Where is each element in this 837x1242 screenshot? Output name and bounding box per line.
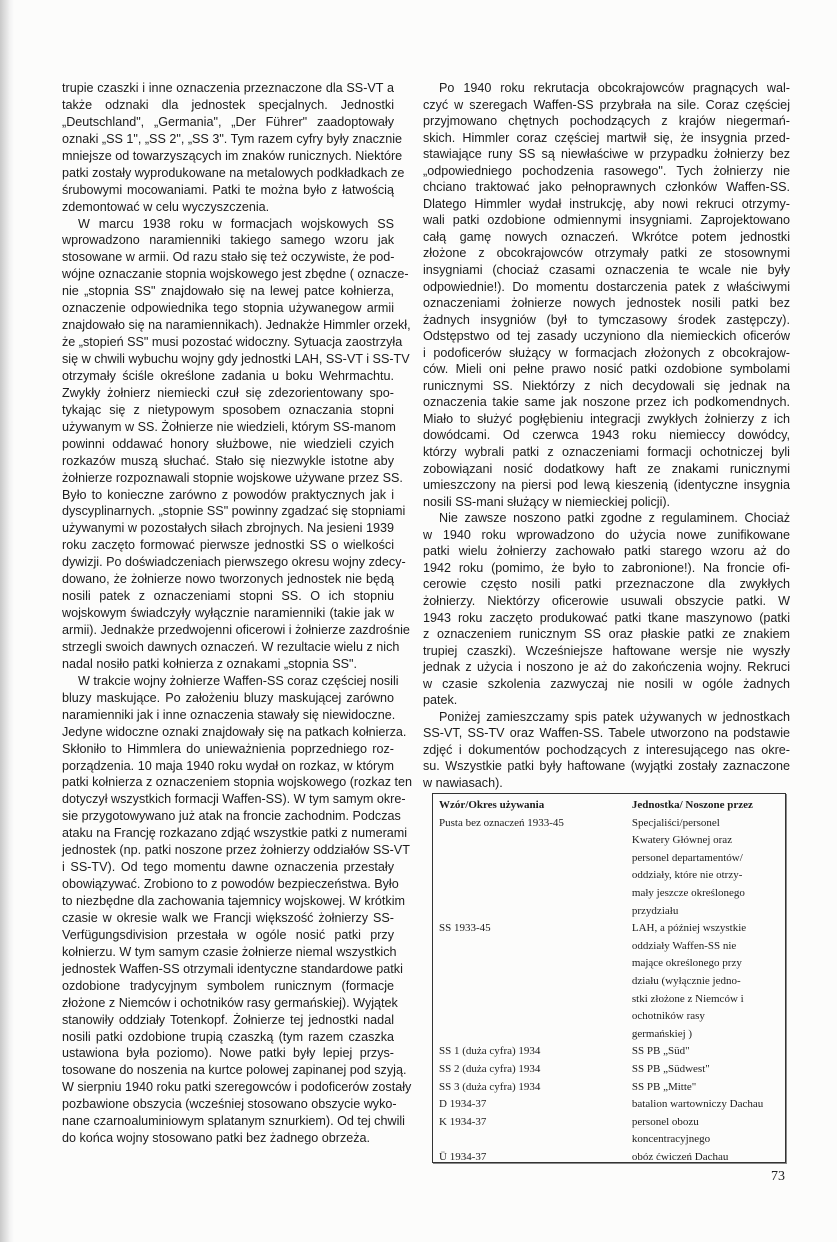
unit-cell: personel obozu — [631, 1115, 699, 1128]
text-line: tosowane do noszenia na kurtce polowej zapinanej pod szyją. — [62, 1063, 407, 1078]
text-line: używanymi w pozostałych siłach zbrojnych. Na jesieni 1939 — [62, 521, 394, 536]
table-row — [439, 973, 785, 991]
text-line: roku zaczęto formować pierwsze jednostki SS o wielkości — [62, 538, 394, 553]
unit-cell: koncentracyjnego — [631, 1133, 711, 1146]
right-text-column — [423, 80, 790, 792]
table-row — [439, 903, 785, 921]
text-line: 1942 roku (pomimo, że było to zabronione!). Na froncie ofi- — [423, 560, 790, 575]
text-line: w nawiasach). — [423, 775, 503, 790]
text-line: strzegli swoich dawnych oznaczeń. W rezultacie wielu z nich — [62, 639, 400, 654]
pattern-cell — [439, 1026, 632, 1044]
text-line: trupiej czaszki). Wcześniejsze haftowane wersje nie wyszły — [423, 643, 790, 658]
pattern-cell — [439, 1131, 632, 1149]
unit-cell: oddziały, które nie otrzy- — [631, 869, 743, 882]
text-line: znajdowało się na naramiennikach). Jednakże Himmler orzekł, — [62, 318, 411, 333]
text-line: armii). Jednakże przedwojenni oficerowi i żołnierze zazdrośnie — [62, 623, 410, 637]
table-row — [439, 1061, 785, 1079]
table-row — [439, 1026, 785, 1044]
text-line: stanowiły oddziały Totenkopf. Żołnierze tej jednostki nadal — [62, 1012, 394, 1027]
text-line: oznaczenie odpowiednika tego stopnia używanegow armii — [62, 301, 394, 316]
text-line: „odpowiedniego pochodzenia rasowego". Tych żołnierzy nie — [423, 163, 790, 178]
pattern-cell — [439, 832, 632, 850]
text-line: wprowadzono naramienniki takiego samego wzoru jak — [62, 233, 394, 248]
text-line: czasie w okresie walk we Francji większość żołnierzy SS- — [62, 910, 394, 925]
text-line: W trakcie wojny żołnierze Waffen-SS coraz częściej nosili — [78, 673, 399, 688]
text-line: patki kołnierza z oznaczeniem stopnia wojskowego (rozkaz ten — [62, 775, 412, 790]
paragraph — [62, 673, 412, 1147]
text-line: Jedyne widoczne oznaki znajdowały się na patkach kołnierza. — [62, 724, 407, 739]
text-line: su. Wszystkie patki były haftowane (wyjątki zostały zaznaczone — [423, 759, 790, 774]
table-row — [439, 1043, 785, 1061]
text-line: chciano traktować jako pełnoprawnych członków Waffen-SS. — [423, 180, 790, 195]
pattern-cell — [439, 973, 632, 991]
text-line: powinni oddawać honory służbowe, nie wiedzieli czyich — [62, 436, 394, 451]
text-line: którzy wybrali patki z oznaczeniami formacji ochotniczej byli — [423, 445, 790, 460]
text-line: śrubowymi mocowaniami. Patki te można było z łatwością — [62, 182, 394, 197]
table-row — [439, 832, 785, 850]
paragraph — [62, 80, 405, 216]
page-number: 73 — [771, 1169, 785, 1184]
text-line: nane czarnoaluminiowym splatanym sznurkiem). Od tej chwili — [62, 1114, 405, 1129]
pattern-cell: SS 1933-45 — [439, 922, 491, 935]
unit-cell: SS PB „Süd" — [631, 1045, 690, 1058]
table-row — [439, 955, 785, 973]
text-line: umieszczony na piersi pod lewą kieszenią (identyczne insygnia — [423, 478, 790, 493]
pattern-cell — [439, 903, 632, 921]
text-line: Zwykły żołnierz niemiecki czuł się zdezorientowany spo- — [62, 385, 394, 400]
text-line: odpowiednie!). Do momentu dostarczenia patek z właściwymi — [423, 279, 790, 294]
unit-cell: personel departamentów/ — [631, 851, 743, 864]
text-line: cerowie często nosili patki przeznaczone dla zwykłych — [423, 577, 790, 592]
header-pattern: Wzór/Okres używania — [439, 799, 545, 811]
text-line: sie przygotowywano już atak na froncie zachodnim. Podczas — [62, 809, 401, 824]
text-line: w 1940 roku wprowadzono do użycia nowe zunifikowane — [423, 527, 790, 542]
unit-cell: mające określonego przy — [631, 957, 742, 970]
paragraph — [423, 80, 790, 510]
unit-cell: mały jeszcze określonego — [631, 886, 745, 899]
table-header-row — [439, 797, 785, 815]
text-line: otrzymały ściśle określone zadania u boku Wehrmachtu. — [62, 368, 394, 383]
unit-cell: Kwatery Głównej oraz — [631, 834, 733, 847]
text-line: obowiązywać. Zrobiono to z powodów bezpieczeństwa. Było — [62, 877, 399, 892]
text-line: żadnych insygniów (był to tymczasowy środek zastępczy). — [423, 312, 790, 327]
pattern-cell: SS 3 (duża cyfra) 1934 — [439, 1080, 541, 1093]
text-line: Miało to służyć pogłębieniu integracji zwykłych żołnierzy z ich — [423, 411, 790, 426]
text-line: że „stopień SS" musi pozostać widoczny. Sytuacja zaostrzyła — [62, 335, 403, 350]
text-line: trupie czaszki i inne oznaczenia przeznaczone dla SS-VT a — [62, 81, 394, 95]
text-line: i SS-TV). Od tego momentu dawne oznaczenia przestały — [62, 860, 394, 875]
pattern-cell — [439, 885, 632, 903]
text-line: jednak z użycia i noszono je aż do zakończenia wojny. Rekruci — [423, 660, 790, 675]
unit-cell: obóz ćwiczeń Dachau — [631, 1150, 729, 1163]
text-line: nosili patki ozdobione trupią czaszką (tym razem czaszka — [62, 1029, 394, 1044]
pattern-cell: Ü 1934-37 — [439, 1150, 487, 1163]
text-line: rozkazów muszą słuchać. Stało się niezwykle istotne aby — [62, 453, 394, 468]
text-line: także odznaki dla jednostek specjalnych. Jednostki — [62, 97, 394, 112]
text-line: wali patki ozdobione odmiennymi insygniami. Zaprojektowano — [423, 213, 790, 228]
table-row — [439, 885, 785, 903]
text-line: to niezbędne dla zachowania tajemnicy wojskowej. W krótkim — [62, 894, 405, 908]
text-line: oznaczeniami żołnierze nowych jednostek nosili patki bez — [423, 296, 790, 311]
text-line: wojskowym świadczyły wyłącznie naramienniki (takie jak w — [62, 606, 394, 621]
text-line: z oznaczeniem runicznym SS oraz płaskie patki ze znakiem — [423, 627, 790, 642]
table-row — [439, 1114, 785, 1132]
text-line: ataku na Francję rozkazano zdjąć wszystkie patki z numerami — [62, 826, 408, 841]
table-row — [439, 1008, 785, 1026]
text-line: runicznymi SS. Niektórzy z nich decydowali się jednak na — [423, 378, 790, 393]
text-line: nosili SS-mani służący w niemieckiej policji). — [423, 494, 671, 509]
text-line: stawiające runy SS są niewłaściwe w przypadku żołnierzy bez — [423, 147, 790, 162]
table-row — [439, 1149, 785, 1167]
text-line: dowódcami. Od czerwca 1943 roku niemieccy dowódcy, — [423, 428, 790, 443]
text-line: nadal nosiło patki kołnierza z oznakami „stopnia SS". — [62, 656, 357, 671]
text-line: zdjęć i dokumentów pochodzących z interesującego nas okre- — [423, 742, 790, 757]
text-line: W marcu 1938 roku w formacjach wojskowych SS — [78, 216, 394, 231]
text-line: kołnierzu. W tym samym czasie żołnierze niemal wszystkich — [62, 944, 397, 959]
table-row — [439, 938, 785, 956]
text-line: wójne oznaczanie stopnia wojskowego jest zbędne ( oznacze- — [62, 267, 409, 282]
unit-cell: ochotników rasy — [631, 1010, 705, 1023]
text-line: tykając się z nietypowym sposobem oznaczania stopni — [62, 402, 394, 417]
text-line: W sierpniu 1940 roku patki szeregowców i podoficerów zostały — [62, 1080, 412, 1095]
text-line: insygniami (chociaż czasami oznaczenia te wcale nie były — [423, 263, 790, 278]
text-line: przyjmowano chętnych pochodzących z krajów niegermań- — [423, 114, 790, 129]
text-line: patki wielu żołnierzy zachowało patki starego wzoru aż do — [423, 544, 790, 559]
pattern-cell: Pusta bez oznaczeń 1933-45 — [439, 816, 564, 829]
text-line: patki zostały wyprodukowane na metalowych podkładkach ze — [62, 165, 405, 180]
text-line: patek. — [423, 693, 458, 708]
text-line: 1943 roku zaczęto produkować patki tkane maszynowo (patki — [423, 610, 790, 625]
text-line: dotyczył wszystkich formacji Waffen-SS). W tym samym okre- — [62, 792, 406, 807]
pattern-cell — [439, 850, 632, 868]
unit-cell: batalion wartowniczy Dachau — [631, 1098, 764, 1111]
unit-cell: LAH, a później wszystkie — [631, 922, 747, 935]
text-line: SS-VT, SS-TV oraz Waffen-SS. Tabele utworzono na podstawie — [423, 726, 790, 741]
pattern-cell — [439, 991, 632, 1009]
paragraph — [423, 510, 790, 709]
unit-cell: germańskiej ) — [631, 1027, 693, 1040]
text-line: Poniżej zamieszczamy spis patek używanych w jednostkach — [439, 709, 790, 724]
unit-cell: SS PB „Südwest" — [631, 1062, 710, 1075]
text-line: oznaki „SS 1", „SS 2", „SS 3". Tym razem cyfry były znacznie — [62, 131, 403, 146]
text-line: mniejsze od towarzyszących im znaków runicznych. Niektóre — [62, 148, 403, 163]
text-line: jednostek Waffen-SS otrzymali identyczne standardowe patki — [62, 961, 403, 976]
text-line: dowano, że żołnierze nowo tworzonych jednostek nie będą — [62, 572, 394, 587]
table-row — [439, 1131, 785, 1149]
text-line: żołnierze rozpoznawali stopnie wojskowe używane przez SS. — [62, 470, 403, 485]
text-line: Verfügungsdivision przestała w ogóle nosić patki przy — [62, 927, 394, 942]
text-line: złożone z Niemców i ochotników rasy germańskiej). Wyjątek — [62, 995, 398, 1010]
text-line: ustawiona była poziomo). Nowe patki były lepiej przys- — [62, 1046, 394, 1061]
table-row — [439, 920, 785, 938]
pattern-cell: SS 1 (duża cyfra) 1934 — [439, 1045, 541, 1058]
unit-cell: oddziały Waffen-SS nie — [631, 939, 737, 952]
text-line: nie „stopnia SS" znajdowało się na lewej patce kołnierza, — [62, 284, 394, 299]
text-line: bluzy maskujące. Po założeniu bluzy maskującej zarówno — [62, 690, 394, 705]
text-line: Skłoniło to Himmlera do unieważnienia poprzedniego roz- — [62, 741, 394, 756]
table-row — [439, 815, 785, 833]
text-line: czyć w szeregach Waffen-SS przybrała na sile. Coraz częściej — [423, 97, 790, 112]
table-row — [439, 1096, 785, 1114]
pattern-cell — [439, 955, 632, 973]
text-line: nosili patek z oznaczeniami stopni SS. O ich stopniu — [62, 589, 394, 604]
text-line: i podoficerów służący w formacjach złożonych z obcokrajow- — [423, 345, 790, 360]
unit-cell: Specjaliści/personel — [631, 816, 720, 829]
scan-edge-shadow — [0, 0, 14, 1242]
text-line: Było to konieczne zarówno z powodów praktycznych jak i — [62, 487, 394, 502]
unit-cell: działu (wyłącznie jedno- — [631, 974, 741, 987]
unit-cell: przydziału — [631, 904, 679, 917]
text-line: porządzenia. 10 maja 1940 roku wydał on rozkaz, w którym — [62, 758, 394, 773]
text-line: Po 1940 roku rekrutacja obcokrajowców pragnących wal- — [439, 81, 790, 95]
text-line: Nie zawsze noszono patki zgodne z regulaminem. Chociaż — [439, 511, 790, 526]
text-line: pozbawione obszycia (wcześniej stosowano obszycie wyko- — [62, 1097, 397, 1112]
text-line: używanym w SS. Żołnierze nie wiedzieli, którym SS-manom — [62, 419, 396, 434]
text-line: dyscyplinarnych. „stopnie SS" powinny zgadzać się stopniami — [62, 504, 406, 519]
text-line: zdemontować w celu wyczyszczenia. — [62, 199, 270, 214]
text-line: się w chwili wybuchu wojny gdy jednostki LAH, SS-VT i SS-TV — [62, 352, 410, 366]
pattern-cell — [439, 938, 632, 956]
text-line: „Deutschland", „Germania", „Der Führer" zaadoptowały — [62, 114, 394, 129]
text-line: skich. Himmler coraz częściej martwił się, że insygnia przed- — [423, 130, 790, 145]
paragraph — [423, 709, 790, 792]
text-line: Odstępstwo od tej zasady uczyniono dla niemieckich oficerów — [423, 329, 790, 344]
text-line: złożone z obcokrajowców otrzymały patki ze stosownymi — [423, 246, 790, 261]
table-row — [439, 850, 785, 868]
text-line: oznaczenia takie same jak noszone przez ich podkomendnych. — [423, 395, 790, 410]
text-line: żołnierzy. Niektórzy oficerowie usuwali obszycie patki. W — [423, 593, 790, 608]
pattern-cell: SS 2 (duża cyfra) 1934 — [439, 1062, 541, 1075]
table-row — [439, 1079, 785, 1097]
unit-cell: stki złożone z Niemców i — [631, 992, 744, 1005]
text-line: całą gamę nowych oznaczeń. Wkrótce potem jednostki — [423, 229, 790, 244]
collar-patch-table — [432, 793, 786, 1163]
text-line: stosowane w armii. Od razu stało się też oczywiste, że pod- — [62, 250, 395, 265]
pattern-cell — [439, 1008, 632, 1026]
pattern-cell — [439, 867, 632, 885]
table-row — [439, 867, 785, 885]
text-line: Dlatego Himmler wydał instrukcję, aby nowi rekruci otrzymy- — [423, 196, 790, 211]
left-text-column — [62, 80, 412, 1147]
header-unit: Jednostka/ Noszone przez — [631, 799, 753, 811]
table-row — [439, 991, 785, 1009]
text-line: dywizji. Po doświadczeniach pierwszego okresu wojny zdecy- — [62, 555, 406, 570]
text-line: ców. Mieli oni pełne prawo nosić patki ozdobione symbolami — [423, 362, 790, 377]
pattern-cell: K 1934-37 — [439, 1115, 487, 1128]
text-line: ozdobione tradycyjnym symbolem runicznym (formacje — [62, 978, 394, 993]
unit-cell: SS PB „Mitte" — [631, 1080, 697, 1093]
text-line: w czasie szkolenia zazwyczaj nie nosili w ogóle żadnych — [423, 676, 790, 691]
text-line: do końca wojny stosowano patki bez żadnego obrzeża. — [62, 1131, 371, 1146]
text-line: naramienniki jak i inne oznaczenia stawały się niewidoczne. — [62, 707, 396, 722]
paragraph — [62, 216, 411, 673]
text-line: jednostek (np. patki noszone przez żołnierzy oddziałów SS-VT — [62, 843, 410, 858]
text-line: zobowiązani nosić dodatkowy haft ze znakami runicznymi — [423, 461, 790, 476]
pattern-cell: D 1934-37 — [439, 1098, 487, 1111]
